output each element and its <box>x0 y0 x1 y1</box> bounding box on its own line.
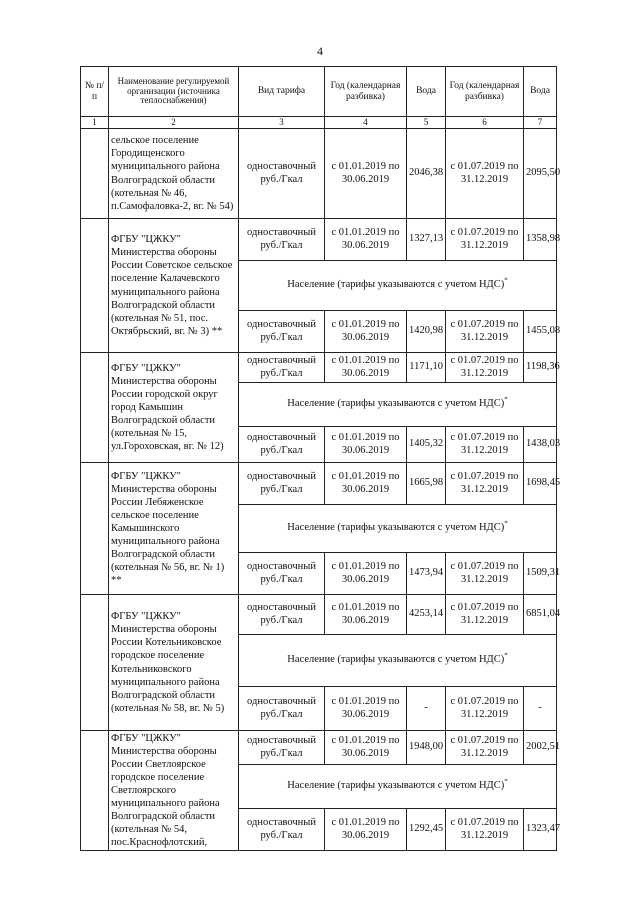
period-2-cell: с 01.07.2019 по 31.12.2019 <box>446 353 524 383</box>
org-name: ФГБУ "ЦЖКУ" Министерства обороны России Лебяженское сельское поселение Камышинского муниципального района Волгоградской области (котельная № 56, вг. № 1) ** <box>109 463 239 595</box>
org-name: ФГБУ "ЦЖКУ" Министерства обороны России Котельниковское городское поселение Котельниковского муниципального района Волгоградской области (котельная № 58, вг. № 5) <box>109 595 239 731</box>
value-2-cell: 1455,08 <box>524 311 557 353</box>
period-2-cell: с 01.07.2019 по 31.12.2019 <box>446 595 524 635</box>
value-2-cell: 6851,04 <box>524 595 557 635</box>
period-2-cell: с 01.07.2019 по 31.12.2019 <box>446 687 524 731</box>
header-water-2: Вода <box>524 67 557 117</box>
period-1-cell: с 01.01.2019 по 30.06.2019 <box>325 427 407 463</box>
value-2-cell: 1438,03 <box>524 427 557 463</box>
period-2-cell: с 01.07.2019 по 31.12.2019 <box>446 219 524 261</box>
period-1-cell: с 01.01.2019 по 30.06.2019 <box>325 463 407 505</box>
value-1-cell: 1292,45 <box>407 809 446 851</box>
population-label: Население (тарифы указываются с учетом НДС)* <box>239 261 557 311</box>
period-1-cell: с 01.01.2019 по 30.06.2019 <box>325 129 407 219</box>
num-cell <box>81 353 109 463</box>
index-cell: 1 <box>81 117 109 129</box>
value-2-cell: 1509,31 <box>524 553 557 595</box>
index-cell: 6 <box>446 117 524 129</box>
value-1-cell: 1171,10 <box>407 353 446 383</box>
period-1-cell: с 01.01.2019 по 30.06.2019 <box>325 809 407 851</box>
value-2-cell: 1323,47 <box>524 809 557 851</box>
tariff-type-cell: одноставочный руб./Гкал <box>239 311 325 353</box>
value-1-cell: - <box>407 687 446 731</box>
index-cell: 4 <box>325 117 407 129</box>
value-2-cell: 2002,51 <box>524 731 557 765</box>
period-1-cell: с 01.01.2019 по 30.06.2019 <box>325 595 407 635</box>
org-name: ФГБУ "ЦЖКУ" Министерства обороны России Светлоярское городское поселение Светлоярского муниципального района Волгоградской области (котельная № 54, пос.Краснофлотский, <box>109 731 239 851</box>
tariff-type-cell: одноставочный руб./Гкал <box>239 595 325 635</box>
value-2-cell: 1358,98 <box>524 219 557 261</box>
tariff-type-cell: одноставочный руб./Гкал <box>239 353 325 383</box>
num-cell <box>81 129 109 219</box>
num-cell <box>81 595 109 731</box>
index-cell: 3 <box>239 117 325 129</box>
header-year-1: Год (календарная разбивка) <box>325 67 407 117</box>
index-cell: 2 <box>109 117 239 129</box>
num-cell <box>81 731 109 851</box>
period-2-cell: с 01.07.2019 по 31.12.2019 <box>446 311 524 353</box>
period-1-cell: с 01.01.2019 по 30.06.2019 <box>325 731 407 765</box>
index-cell: 7 <box>524 117 557 129</box>
header-num: № п/п <box>81 67 109 117</box>
value-1-cell: 2046,38 <box>407 129 446 219</box>
page-number: 4 <box>317 44 323 58</box>
period-1-cell: с 01.01.2019 по 30.06.2019 <box>325 553 407 595</box>
period-2-cell: с 01.07.2019 по 31.12.2019 <box>446 553 524 595</box>
population-label: Население (тарифы указываются с учетом НДС)* <box>239 505 557 553</box>
period-2-cell: с 01.07.2019 по 31.12.2019 <box>446 129 524 219</box>
value-2-cell: 2095,50 <box>524 129 557 219</box>
value-2-cell: 1198,36 <box>524 353 557 383</box>
value-1-cell: 4253,14 <box>407 595 446 635</box>
tariff-type-cell: одноставочный руб./Гкал <box>239 219 325 261</box>
header-org: Наименование регулируемой организации (источника теплоснабжения) <box>109 67 239 117</box>
table-row <box>81 463 557 505</box>
table-row <box>81 595 557 635</box>
population-label: Население (тарифы указываются с учетом НДС)* <box>239 765 557 809</box>
index-cell: 5 <box>407 117 446 129</box>
org-name: ФГБУ "ЦЖКУ" Министерства обороны России Советское сельское поселение Калачевского муниципального района Волгоградской области (котельная № 51, пос. Октябрьский, вг. № 3) ** <box>109 219 239 353</box>
tariff-type-cell: одноставочный руб./Гкал <box>239 731 325 765</box>
header-water-1: Вода <box>407 67 446 117</box>
value-1-cell: 1665,98 <box>407 463 446 505</box>
value-1-cell: 1473,94 <box>407 553 446 595</box>
table-row <box>81 353 557 383</box>
period-1-cell: с 01.01.2019 по 30.06.2019 <box>325 687 407 731</box>
period-1-cell: с 01.01.2019 по 30.06.2019 <box>325 311 407 353</box>
tariff-type-cell: одноставочный руб./Гкал <box>239 553 325 595</box>
population-label: Население (тарифы указываются с учетом НДС)* <box>239 635 557 687</box>
period-1-cell: с 01.01.2019 по 30.06.2019 <box>325 219 407 261</box>
period-2-cell: с 01.07.2019 по 31.12.2019 <box>446 463 524 505</box>
tariff-type-cell: одноставочный руб./Гкал <box>239 427 325 463</box>
period-2-cell: с 01.07.2019 по 31.12.2019 <box>446 809 524 851</box>
org-name: ФГБУ "ЦЖКУ" Министерства обороны России городской округ город Камышин Волгоградской области (котельная № 15, ул.Гороховская, вг. № 12) <box>109 353 239 463</box>
header-row <box>81 67 557 117</box>
value-2-cell: 1698,45 <box>524 463 557 505</box>
org-name: сельское поселение Городищенского муниципального района Волгоградской области (котельная № 46, п.Самофаловка-2, вг. № 54) <box>109 129 239 219</box>
num-cell <box>81 463 109 595</box>
period-1-cell: с 01.01.2019 по 30.06.2019 <box>325 353 407 383</box>
header-year-2: Год (календарная разбивка) <box>446 67 524 117</box>
tariff-type-cell: одноставочный руб./Гкал <box>239 809 325 851</box>
value-1-cell: 1405,32 <box>407 427 446 463</box>
table-row <box>81 129 557 219</box>
tariff-table <box>80 66 561 851</box>
tariff-type-cell: одноставочный руб./Гкал <box>239 463 325 505</box>
num-cell <box>81 219 109 353</box>
value-1-cell: 1327,13 <box>407 219 446 261</box>
header-tariff-type: Вид тарифа <box>239 67 325 117</box>
value-1-cell: 1420,98 <box>407 311 446 353</box>
index-row <box>81 117 557 129</box>
table-row <box>81 731 557 765</box>
value-1-cell: 1948,00 <box>407 731 446 765</box>
period-2-cell: с 01.07.2019 по 31.12.2019 <box>446 427 524 463</box>
tariff-type-cell: одноставочный руб./Гкал <box>239 129 325 219</box>
period-2-cell: с 01.07.2019 по 31.12.2019 <box>446 731 524 765</box>
tariff-type-cell: одноставочный руб./Гкал <box>239 687 325 731</box>
value-2-cell: - <box>524 687 557 731</box>
population-label: Население (тарифы указываются с учетом НДС)* <box>239 383 557 427</box>
table-row <box>81 219 557 261</box>
